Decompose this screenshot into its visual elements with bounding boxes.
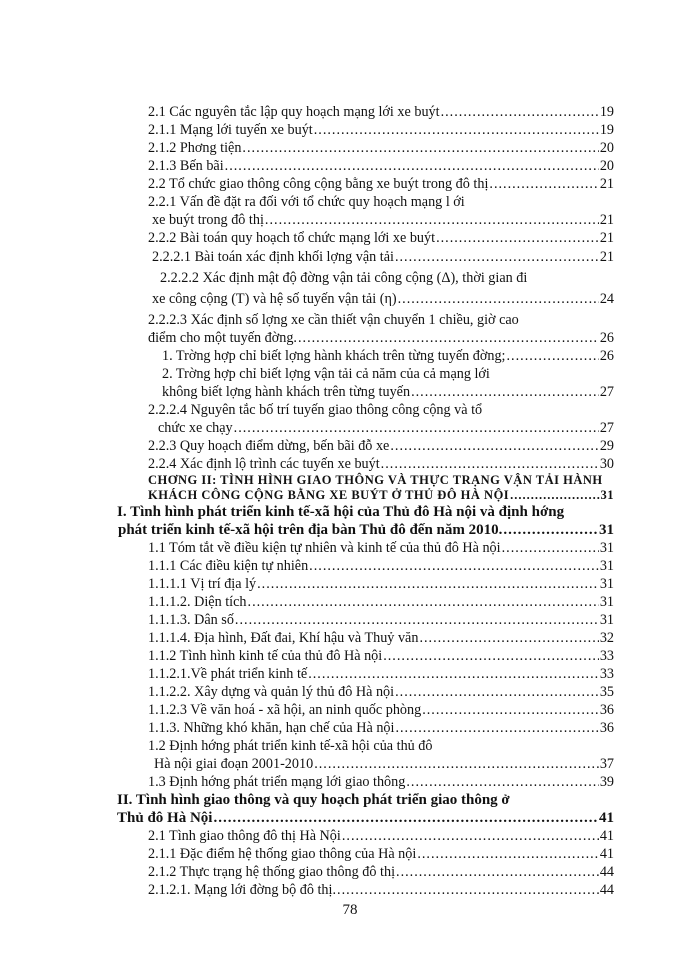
toc-entry-page: 31 xyxy=(599,612,614,628)
toc-entry-title: 2.2.2.1 Bài toán xác định khối lợng vận tải xyxy=(152,249,394,265)
toc-entry xyxy=(152,248,614,266)
toc-entry-page: 21 xyxy=(599,176,614,192)
toc-entry xyxy=(148,881,614,899)
toc-entry-title: 2.1.1 Đặc điểm hệ thống giao thông của Hà nội xyxy=(148,846,417,862)
dot-leader xyxy=(396,863,599,881)
dot-leader xyxy=(503,521,598,539)
toc-entry-page: 35 xyxy=(599,684,614,700)
toc-entry-title: I. Tình hình phát triển kinh tế-xã hội của Thủ đô Hà nội và định hớng xyxy=(117,504,565,520)
toc-entry-title: 1.1.2.2. Xây dựng và quản lý thủ đô Hà nội xyxy=(148,684,395,700)
dot-leader xyxy=(225,157,599,175)
dot-leader xyxy=(436,229,599,247)
toc-entry-title: 2.2.3 Quy hoạch điểm dừng, bến bãi đỗ xe xyxy=(148,438,390,454)
toc-entry-title: Thủ đô Hà Nội xyxy=(117,810,213,826)
toc-entry xyxy=(148,437,614,455)
toc-entry-page: 20 xyxy=(599,140,614,156)
dot-leader xyxy=(395,248,599,266)
toc-entry xyxy=(162,365,490,383)
toc-entry-page: 44 xyxy=(599,864,614,880)
toc-entry-title: 2.2.2 Bài toán quy hoạch tổ chức mạng lới xe buýt xyxy=(148,230,436,246)
toc-entry-title: 1.2 Định hớng phát triển kinh tế-xã hội của thủ đô xyxy=(148,738,433,754)
toc-entry-title: 2.2.2.4 Nguyên tắc bố trí tuyến giao thông công cộng và tổ xyxy=(148,402,483,418)
toc-entry-title: 1.1.1.3. Dân số xyxy=(148,612,234,628)
dot-leader xyxy=(510,486,599,504)
toc-entry-page: 39 xyxy=(599,774,614,790)
dot-leader xyxy=(309,557,599,575)
toc-entry-page: 19 xyxy=(599,104,614,120)
toc-entry-page: 33 xyxy=(599,648,614,664)
toc-entry xyxy=(148,103,614,121)
toc-entry xyxy=(117,809,614,827)
toc-entry-page: 24 xyxy=(599,291,614,307)
toc-entry-page: 44 xyxy=(599,882,614,898)
toc-entry-title: 2.2.1 Vấn đề đặt ra đối với tổ chức quy hoạch mạng l ới xyxy=(148,194,465,210)
toc-entry-page: 31 xyxy=(599,522,614,538)
toc-entry xyxy=(117,791,510,809)
toc-entry xyxy=(148,175,614,193)
toc-entry-title: II. Tình hình giao thông và quy hoạch phát triển giao thông ở xyxy=(117,792,510,808)
toc-entry xyxy=(148,665,614,683)
dot-leader xyxy=(395,683,599,701)
toc-entry-title: KHÁCH CÔNG CỘNG BẰNG XE BUÝT Ở THỦ ĐÔ HÀ NỘI xyxy=(148,488,510,502)
toc-entry xyxy=(148,701,614,719)
toc-entry-page: 41 xyxy=(599,810,614,826)
toc-entry-title: 2.2.2.3 Xác định số lợng xe cần thiết vận chuyển 1 chiều, giờ cao xyxy=(148,312,519,328)
dot-leader xyxy=(342,827,599,845)
dot-leader xyxy=(390,437,598,455)
toc-entry-page: 19 xyxy=(599,122,614,138)
toc-entry xyxy=(148,401,482,419)
toc-entry-page: 31 xyxy=(600,488,614,502)
toc-entry-title: CHƠNG II: TÌNH HÌNH GIAO THÔNG VÀ THỰC TRẠNG VẬN TẢI HÀNH xyxy=(148,473,603,487)
toc-entry-page: 36 xyxy=(599,702,614,718)
dot-leader xyxy=(398,290,599,308)
toc-entry xyxy=(162,347,614,365)
toc-entry-page: 30 xyxy=(599,456,614,472)
toc-entry-page: 41 xyxy=(599,846,614,862)
toc-entry-title: 2. Trờng hợp chỉ biết lợng vận tải cả năm của cả mạng lới xyxy=(162,366,490,382)
toc-entry-title: 1.1.2.3 Về văn hoá - xã hội, an ninh quốc phòng xyxy=(148,702,422,718)
toc-entry xyxy=(148,863,614,881)
toc-entry-page: 21 xyxy=(599,230,614,246)
toc-entry-page: 31 xyxy=(599,540,614,556)
toc-entry-page: 31 xyxy=(599,558,614,574)
toc-entry-title: 2.1.3 Bến bãi xyxy=(148,158,224,174)
toc-entry xyxy=(118,521,614,539)
toc-entry-page: 37 xyxy=(599,756,614,772)
toc-entry xyxy=(148,683,614,701)
toc-entry-title: 2.1 Các nguyên tắc lập quy hoạch mạng lới xe buýt xyxy=(148,104,440,120)
dot-leader xyxy=(337,881,599,899)
dot-leader xyxy=(441,103,599,121)
dot-leader xyxy=(314,755,599,773)
toc-entry-page: 41 xyxy=(599,828,614,844)
toc-entry-title: Hà nội giai đoạn 2001-2010 xyxy=(154,756,314,772)
toc-entry xyxy=(148,719,614,737)
page-number: 78 xyxy=(342,902,358,918)
toc-entry xyxy=(148,611,614,629)
dot-leader xyxy=(411,383,599,401)
dot-leader xyxy=(406,773,598,791)
toc-entry xyxy=(148,486,614,504)
toc-entry-page: 29 xyxy=(599,438,614,454)
toc-entry-title: 2.1.2 Phơng tiện xyxy=(148,140,242,156)
toc-entry-title: 2.2 Tổ chức giao thông công cộng bằng xe buýt trong đô thị xyxy=(148,176,489,192)
toc-entry xyxy=(154,755,614,773)
toc-entry-title: 1.1.1.4. Địa hình, Đất đai, Khí hậu và Thuỷ văn xyxy=(148,630,419,646)
dot-leader xyxy=(308,665,599,683)
toc-entry xyxy=(148,193,465,211)
toc-entry-title: 2.1.2.1. Mạng lới đờng bộ đô thị. xyxy=(148,882,337,898)
toc-entry xyxy=(152,290,614,308)
toc-entry xyxy=(148,557,614,575)
toc-entry-page: 27 xyxy=(599,384,614,400)
toc-entry xyxy=(148,647,614,665)
toc-entry xyxy=(117,503,564,521)
toc-entry-title: 1.1.1.1 Vị trí địa lý xyxy=(148,576,257,592)
toc-entry xyxy=(162,383,614,401)
toc-entry xyxy=(148,773,614,791)
toc-entry xyxy=(148,539,614,557)
toc-entry-title: phát triển kinh tế-xã hội trên địa bàn Thủ đô đến năm 2010. xyxy=(118,522,503,538)
toc-entry xyxy=(148,229,614,247)
dot-leader xyxy=(417,845,598,863)
toc-entry-title: 2.1.2 Thực trạng hệ thống giao thông đô thị xyxy=(148,864,396,880)
dot-leader xyxy=(248,593,599,611)
toc-entry-page: 33 xyxy=(599,666,614,682)
toc-entry xyxy=(148,121,614,139)
toc-entry xyxy=(148,629,614,647)
toc-entry-page: 31 xyxy=(599,594,614,610)
dot-leader xyxy=(213,809,598,827)
dot-leader xyxy=(242,139,598,157)
toc-entry xyxy=(148,575,614,593)
dot-leader xyxy=(419,629,598,647)
dot-leader xyxy=(422,701,599,719)
toc-entry-page: 27 xyxy=(599,420,614,436)
toc-entry-title: 2.1.1 Mạng lới tuyến xe buýt xyxy=(148,122,313,138)
toc-entry-title: điểm cho một tuyến đờng. xyxy=(148,330,297,346)
dot-leader xyxy=(502,539,599,557)
dot-leader xyxy=(234,419,599,437)
toc-entry-page: 21 xyxy=(599,212,614,228)
toc-entry-title: không biết lợng hành khách trên từng tuyến xyxy=(162,384,411,400)
dot-leader xyxy=(314,121,599,139)
toc-entry xyxy=(148,845,614,863)
toc-entry-page: 32 xyxy=(599,630,614,646)
toc-entry xyxy=(152,211,614,229)
toc-entry-title: chức xe chạy xyxy=(158,420,233,436)
toc-entry-page: 26 xyxy=(599,348,614,364)
toc-entry-title: 1.3 Định hớng phát triển mạng lới giao thông xyxy=(148,774,406,790)
toc-entry xyxy=(158,419,614,437)
toc-entry xyxy=(148,139,614,157)
toc-entry-title: 1.1 Tóm tắt về điều kiện tự nhiên và kinh tế của thủ đô Hà nội xyxy=(148,540,501,556)
toc-entry xyxy=(148,827,614,845)
toc-entry-title: 2.1 Tình giao thông đô thị Hà Nội xyxy=(148,828,341,844)
toc-entry-title: 1.1.1.2. Diện tích xyxy=(148,594,247,610)
toc-entry-page: 20 xyxy=(599,158,614,174)
dot-leader xyxy=(383,647,599,665)
toc-entry xyxy=(148,737,433,755)
toc-entry-title: 1.1.1 Các điều kiện tự nhiên xyxy=(148,558,309,574)
toc-entry xyxy=(148,311,519,329)
toc-entry-title: xe buýt trong đô thị xyxy=(152,212,264,228)
toc-entry-title: 1.1.3. Những khó khăn, hạn chế của Hà nội xyxy=(148,720,395,736)
toc-entry-page: 36 xyxy=(599,720,614,736)
toc-entry-title: 1. Trờng hợp chỉ biết lợng hành khách trên từng tuyến đờng; xyxy=(162,348,506,364)
dot-leader xyxy=(489,175,598,193)
toc-entry-title: 2.2.2.2 Xác định mật độ đờng vận tải công cộng (Δ), thời gian đi xyxy=(160,270,528,286)
dot-leader xyxy=(507,347,599,365)
toc-entry-title: 1.1.2 Tình hình kinh tế của thủ đô Hà nội xyxy=(148,648,383,664)
toc-entry xyxy=(148,157,614,175)
dot-leader xyxy=(298,329,599,347)
toc-entry-page: 26 xyxy=(599,330,614,346)
toc-entry xyxy=(148,593,614,611)
dot-leader xyxy=(235,611,599,629)
toc-entry-title: 1.1.2.1.Về phát triển kinh tế xyxy=(148,666,308,682)
toc-entry-title: xe công cộng (T) và hệ số tuyến vận tải (η) xyxy=(152,291,397,307)
toc-entry xyxy=(160,269,527,287)
toc-entry-page: 21 xyxy=(599,249,614,265)
dot-leader xyxy=(395,719,598,737)
toc-entry-title: 2.2.4 Xác định lộ trình các tuyến xe buýt xyxy=(148,456,380,472)
toc-entry-page: 31 xyxy=(599,576,614,592)
dot-leader xyxy=(257,575,599,593)
toc-entry xyxy=(148,329,614,347)
dot-leader xyxy=(265,211,599,229)
